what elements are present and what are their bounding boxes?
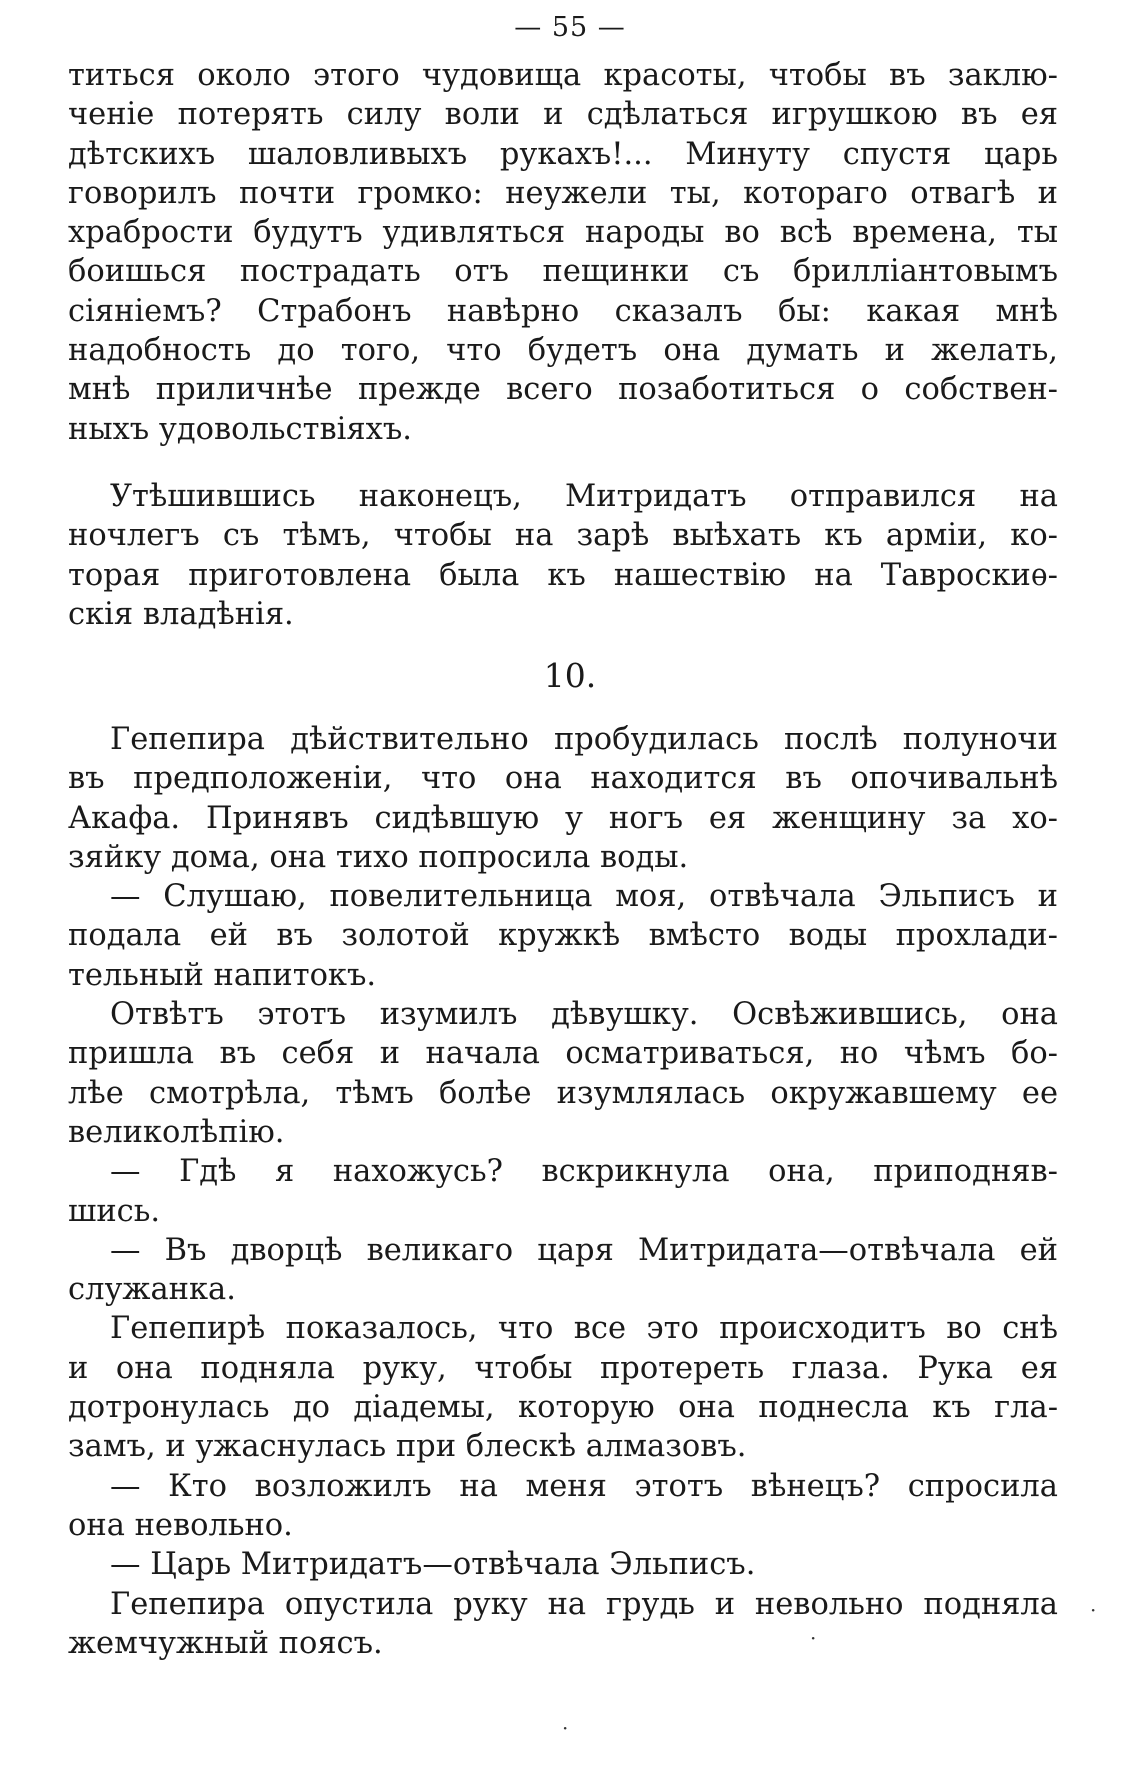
text-line: — Въ дворцѣ великаго царя Митридата—отвѣчала ей bbox=[110, 1232, 1058, 1268]
text-line: боишься пострадать отъ пещинки съ брилліантовымъ bbox=[68, 254, 1058, 290]
text-line: ныхъ удовольствіяхъ. bbox=[68, 411, 412, 447]
text-line: Акафа. Принявъ сидѣвшую у ногъ ея женщину за хо- bbox=[68, 800, 1058, 836]
ink-speck: · bbox=[1090, 1598, 1097, 1622]
text-line: скія владѣнія. bbox=[68, 596, 294, 632]
text-line: — Царь Митридатъ—отвѣчала Эльписъ. bbox=[110, 1547, 756, 1583]
text-line: Гепепира опустила руку на грудь и невольно подняла bbox=[110, 1586, 1058, 1622]
text-line: жемчужный поясъ. bbox=[68, 1625, 383, 1661]
text-line: храбрости будутъ удивляться народы во всѣ времена, ты bbox=[68, 215, 1058, 251]
text-line: и она подняла руку, чтобы протереть глаза. Рука ея bbox=[68, 1350, 1058, 1386]
text-line: лѣе смотрѣла, тѣмъ болѣе изумлялась окружавшему ее bbox=[68, 1075, 1058, 1111]
text-line: шись. bbox=[68, 1193, 161, 1229]
section-number: 10. bbox=[543, 656, 597, 695]
text-line: въ предположеніи, что она находится въ опочивальнѣ bbox=[68, 761, 1058, 797]
text-line: замъ, и ужаснулась при блескѣ алмазовъ. bbox=[68, 1429, 747, 1465]
paragraph-block-3 bbox=[68, 720, 1058, 1663]
text-line: дѣтскихъ шаловливыхъ рукахъ!... Минуту спустя царь bbox=[68, 136, 1058, 172]
ink-speck: · bbox=[810, 1626, 817, 1650]
text-line: титься около этого чудовища красоты, чтобы въ заклю- bbox=[68, 58, 1058, 93]
text-line: ночлегъ съ тѣмъ, чтобы на зарѣ выѣхать къ арміи, ко- bbox=[68, 518, 1058, 554]
text-line: Гепепирѣ показалось, что все это происходитъ во снѣ bbox=[110, 1311, 1058, 1347]
text-line: сіяніемъ? Страбонъ навѣрно сказалъ бы: какая мнѣ bbox=[68, 293, 1058, 329]
text-line: великолѣпію. bbox=[68, 1114, 285, 1150]
text-line: тельный напитокъ. bbox=[68, 957, 377, 993]
text-line: зяйку дома, она тихо попросила воды. bbox=[68, 839, 689, 875]
text-line: дотронулась до діадемы, которую она поднесла къ гла- bbox=[68, 1390, 1058, 1426]
text-line: Гепепира дѣйствительно пробудилась послѣ полуночи bbox=[110, 722, 1058, 757]
text-line: пришла въ себя и начала осматриваться, но чѣмъ бо- bbox=[68, 1036, 1058, 1072]
text-line: Утѣшившись наконецъ, Митридатъ отправился на bbox=[110, 479, 1058, 514]
text-line: ченіе потерять силу воли и сдѣлаться игрушкою въ ея bbox=[68, 97, 1058, 133]
text-line: говорилъ почти громко: неужели ты, котораго отвагѣ и bbox=[68, 175, 1058, 211]
paragraph-block-2 bbox=[68, 477, 1058, 634]
text-line: — Слушаю, повелительница моя, отвѣчала Эльписъ и bbox=[110, 879, 1058, 915]
text-line: — Гдѣ я нахожусь? вскрикнула она, приподняв- bbox=[110, 1154, 1058, 1190]
text-line: Отвѣтъ этотъ изумилъ дѣвушку. Освѣжившись, она bbox=[110, 997, 1058, 1033]
text-line: надобность до того, что будетъ она думать и желать, bbox=[68, 333, 1058, 369]
page-number: — 55 — bbox=[514, 12, 626, 43]
text-line: служанка. bbox=[68, 1272, 236, 1308]
text-line: подала ей въ золотой кружкѣ вмѣсто воды прохлади- bbox=[68, 918, 1058, 954]
text-line: — Кто возложилъ на меня этотъ вѣнецъ? спросила bbox=[110, 1468, 1058, 1504]
text-line: она невольно. bbox=[68, 1507, 293, 1543]
paragraph-block-1 bbox=[68, 56, 1058, 449]
ink-speck: · bbox=[562, 1716, 569, 1740]
text-line: торая приготовлена была къ нашествію на Тавроскиѳ- bbox=[68, 557, 1058, 593]
text-line: мнѣ приличнѣе прежде всего позаботиться о собствен- bbox=[68, 372, 1058, 408]
